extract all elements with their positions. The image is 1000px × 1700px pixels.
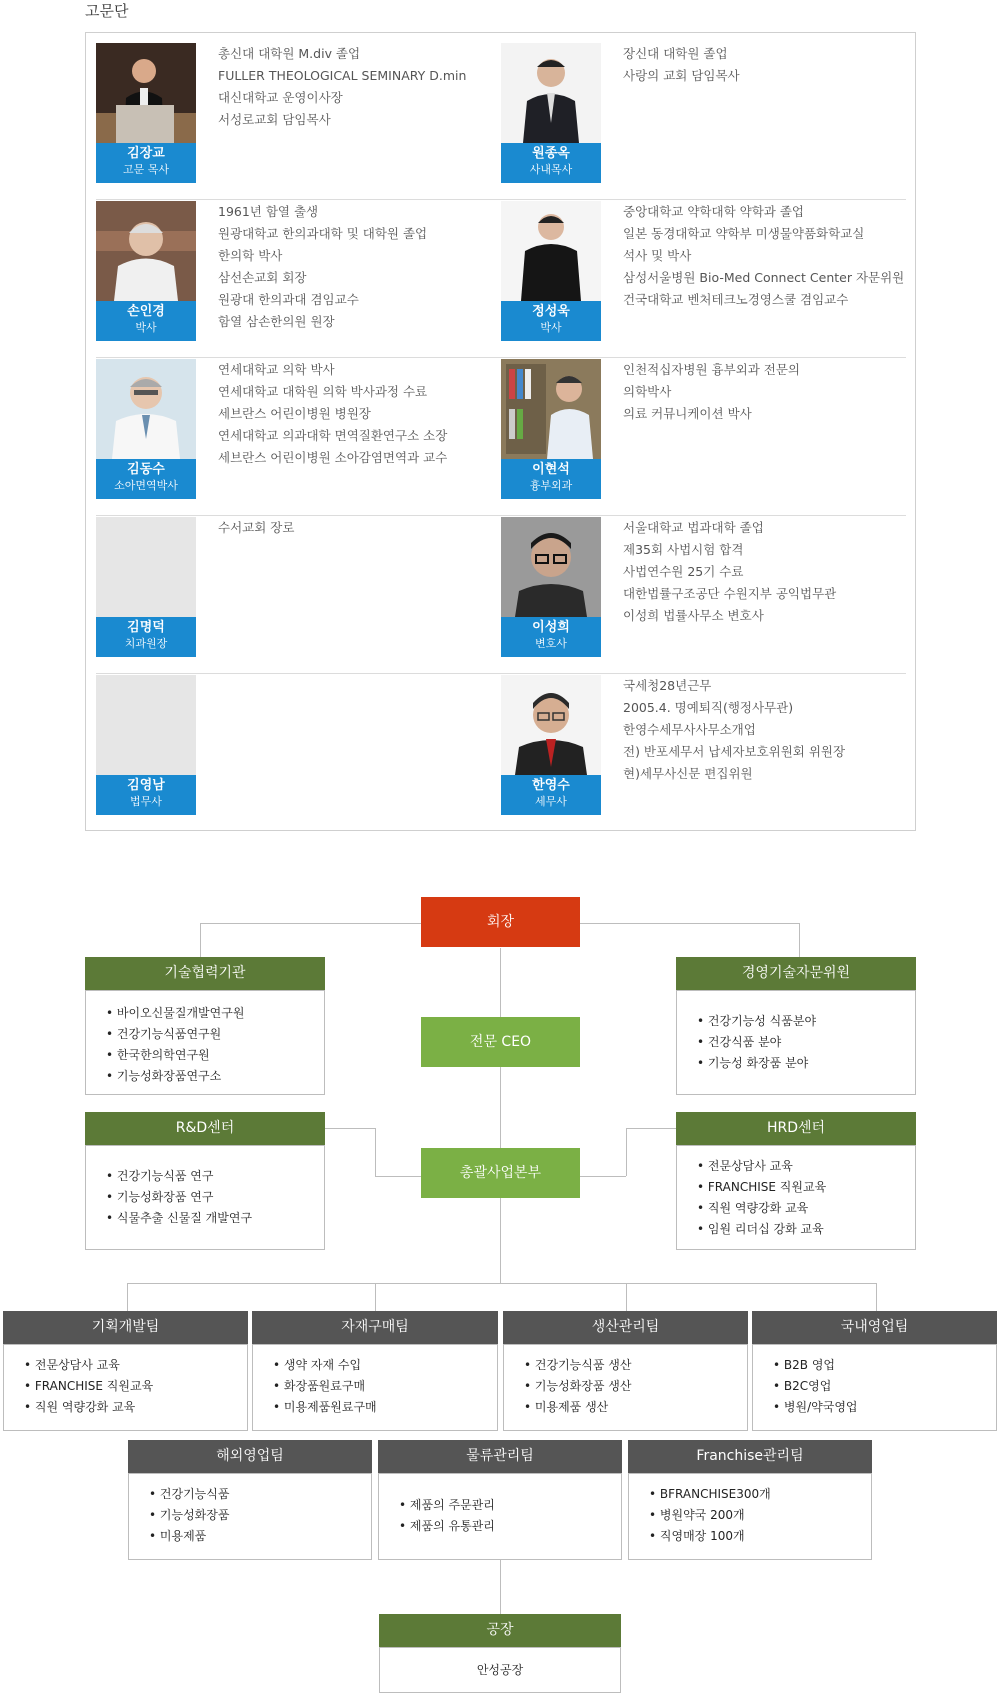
connector-line bbox=[626, 1128, 627, 1176]
advisor-caption bbox=[501, 459, 601, 499]
list-item: • 전문상담사 교육 bbox=[24, 1355, 153, 1376]
tech-list bbox=[85, 990, 325, 1095]
team-list bbox=[128, 1473, 372, 1560]
advisor-caption bbox=[96, 143, 196, 183]
connector-line bbox=[325, 1128, 375, 1129]
hq-box: 총괄사업본부 bbox=[421, 1148, 580, 1198]
section-title: 고문단 bbox=[85, 2, 129, 20]
advisor-role: 소아면역박사 bbox=[114, 479, 178, 492]
ceo-box: 전문 CEO bbox=[421, 1017, 580, 1067]
list-item: • 제품의 주문관리 bbox=[399, 1495, 495, 1516]
advisor-name: 한영수 bbox=[532, 778, 570, 793]
hrd-header: HRD센터 bbox=[676, 1112, 916, 1145]
list-item: • 건강기능식품 bbox=[149, 1484, 229, 1505]
list-item: • 제품의 유통관리 bbox=[399, 1516, 495, 1537]
list-item: • B2C영업 bbox=[773, 1376, 858, 1397]
bio-line: 석사 및 박사 bbox=[623, 248, 692, 263]
bio-line: 중앙대학교 약학대학 약학과 졸업 bbox=[623, 204, 804, 219]
connector-line bbox=[876, 1283, 877, 1311]
bio-line: 대신대학교 운영이사장 bbox=[218, 90, 343, 105]
advisor-name: 김장교 bbox=[127, 146, 165, 161]
bio-line: 서성로교회 담임목사 bbox=[218, 112, 331, 127]
advisor-caption bbox=[501, 143, 601, 183]
advisor-name: 김영남 bbox=[127, 778, 165, 793]
list-item: • 바이오신물질개발연구원 bbox=[106, 1003, 244, 1024]
bio-line: 한영수세무사사무소개업 bbox=[623, 722, 756, 737]
bio-line: 이성희 법률사무소 변호사 bbox=[623, 608, 764, 623]
bio-line: 삼선손교회 회장 bbox=[218, 270, 307, 285]
bio-line: 연세대학교 대학원 의학 박사과정 수료 bbox=[218, 384, 428, 399]
team-list bbox=[752, 1344, 997, 1431]
advisor-name: 손인경 bbox=[127, 304, 165, 319]
advisor-name: 정성욱 bbox=[532, 304, 570, 319]
advisor-bio bbox=[623, 675, 845, 785]
list-item: • 식물추출 신물질 개발연구 bbox=[106, 1208, 252, 1229]
advisor-caption bbox=[96, 459, 196, 499]
list-item: • 건강기능식품 연구 bbox=[106, 1166, 252, 1187]
bio-line: 일본 동경대학교 약학부 미생물약품화학교실 bbox=[623, 226, 865, 241]
list-item: • 기능성화장품연구소 bbox=[106, 1066, 244, 1087]
advisor-role: 박사 bbox=[540, 321, 562, 334]
bio-line: 원광대학교 한의과대학 및 대학원 졸업 bbox=[218, 226, 428, 241]
advisor-card bbox=[96, 201, 501, 358]
advisor-name: 원종옥 bbox=[532, 146, 570, 161]
advisor-bio bbox=[218, 359, 447, 469]
list-item: • 병원약국 200개 bbox=[649, 1505, 771, 1526]
advisor-role: 변호사 bbox=[535, 637, 567, 650]
list-item: • 미용제품 bbox=[149, 1526, 229, 1547]
advisor-bio bbox=[623, 201, 904, 311]
advisor-card bbox=[96, 359, 501, 516]
team-header: 국내영업팀 bbox=[752, 1311, 997, 1344]
advisor-bio bbox=[623, 43, 740, 87]
bio-line: FULLER THEOLOGICAL SEMINARY D.min bbox=[218, 68, 467, 83]
advisors-panel bbox=[85, 32, 916, 831]
factory-header: 공장 bbox=[379, 1614, 621, 1647]
bio-line: 현)세무사신문 편집위원 bbox=[623, 766, 753, 781]
team-list bbox=[628, 1473, 872, 1560]
list-item: • FRANCHISE 직원교육 bbox=[24, 1376, 153, 1397]
list-item: • 병원/약국영업 bbox=[773, 1397, 858, 1418]
advisor-name: 김동수 bbox=[127, 462, 165, 477]
list-item: • 기능성화장품 bbox=[149, 1505, 229, 1526]
advisor-card bbox=[96, 517, 501, 674]
team-list bbox=[378, 1473, 622, 1560]
list-item: • 한국한의학연구원 bbox=[106, 1045, 244, 1066]
advisor-card bbox=[501, 359, 906, 516]
team-header: 물류관리팀 bbox=[378, 1440, 622, 1473]
connector-line bbox=[375, 1176, 425, 1177]
connector-line bbox=[626, 1283, 627, 1311]
team-header: 자재구매팀 bbox=[252, 1311, 498, 1344]
list-item: • 미용제품 생산 bbox=[524, 1397, 631, 1418]
advisor-role: 박사 bbox=[135, 321, 157, 334]
advisor-caption bbox=[501, 775, 601, 815]
advisor-caption bbox=[96, 775, 196, 815]
list-item: • 직원 역량강화 교육 bbox=[697, 1198, 826, 1219]
bio-line: 함열 삼손한의원 원장 bbox=[218, 314, 335, 329]
bio-line: 연세대학교 의과대학 면역질환연구소 소장 bbox=[218, 428, 448, 443]
bio-line: 서울대학교 법과대학 졸업 bbox=[623, 520, 764, 535]
connector-line bbox=[626, 1128, 676, 1129]
team-header: 기획개발팀 bbox=[3, 1311, 248, 1344]
bio-line: 의학박사 bbox=[623, 384, 672, 399]
list-item: • 기능성화장품 생산 bbox=[524, 1376, 631, 1397]
advisor-bio bbox=[623, 359, 800, 425]
advisor-name: 이현석 bbox=[532, 462, 570, 477]
advisor-role: 치과원장 bbox=[124, 637, 168, 650]
bio-line: 사법연수원 25기 수료 bbox=[623, 564, 744, 579]
bio-line: 인천적십자병원 흉부외과 전문의 bbox=[623, 362, 800, 377]
hrd-list bbox=[676, 1145, 916, 1250]
advisor-card bbox=[96, 43, 501, 200]
advisor-role: 고문 목사 bbox=[122, 163, 169, 176]
rnd-list bbox=[85, 1145, 325, 1250]
bio-line: 의료 커뮤니케이션 박사 bbox=[623, 406, 752, 421]
bio-line: 사랑의 교회 담임목사 bbox=[623, 68, 740, 83]
list-item: • 건강기능식품연구원 bbox=[106, 1024, 244, 1045]
list-item: • BFRANCHISE300개 bbox=[649, 1484, 771, 1505]
advisor-role: 세무사 bbox=[535, 795, 567, 808]
factory-name: 안성공장 bbox=[476, 1663, 524, 1677]
bio-line: 연세대학교 의학 박사 bbox=[218, 362, 335, 377]
connector-line bbox=[500, 948, 501, 1283]
list-item: • 기능성 화장품 분야 bbox=[697, 1053, 816, 1074]
bio-line: 전) 반포세무서 납세자보호위원회 위원장 bbox=[623, 744, 846, 759]
tech-header: 기술협력기관 bbox=[85, 957, 325, 990]
chairman-box: 회장 bbox=[421, 897, 580, 947]
bio-line: 한의학 박사 bbox=[218, 248, 283, 263]
list-item: • 건강식품 분야 bbox=[697, 1032, 816, 1053]
bio-line: 수서교회 장로 bbox=[218, 520, 295, 535]
list-item: • 건강기능식품 생산 bbox=[524, 1355, 631, 1376]
team-header: 생산관리팀 bbox=[503, 1311, 748, 1344]
list-item: • 생약 자재 수입 bbox=[273, 1355, 377, 1376]
advisor-name: 이성희 bbox=[532, 620, 570, 635]
advisor-bio bbox=[218, 43, 466, 131]
bio-line: 세브란스 어린이병원 소아감염면역과 교수 bbox=[218, 450, 448, 465]
list-item: • FRANCHISE 직원교육 bbox=[697, 1177, 826, 1198]
advisor-card bbox=[501, 201, 906, 358]
list-item: • 전문상담사 교육 bbox=[697, 1156, 826, 1177]
bio-line: 장신대 대학원 졸업 bbox=[623, 46, 728, 61]
factory-box bbox=[379, 1647, 621, 1693]
list-item: • 기능성화장품 연구 bbox=[106, 1187, 252, 1208]
list-item: • 화장품원료구매 bbox=[273, 1376, 377, 1397]
advisor-role: 사내목사 bbox=[529, 163, 573, 176]
advisor-role: 흉부외과 bbox=[529, 479, 573, 492]
team-list bbox=[252, 1344, 498, 1431]
connector-line bbox=[127, 1283, 877, 1284]
connector-line bbox=[200, 923, 201, 958]
advisor-bio bbox=[623, 517, 836, 627]
connector-line bbox=[375, 1283, 376, 1311]
bio-line: 국세청28년근무 bbox=[623, 678, 712, 693]
bio-line: 총신대 대학원 M.div 졸업 bbox=[218, 46, 361, 61]
connector-line bbox=[375, 1128, 376, 1176]
bio-line: 원광대 한의과대 겸임교수 bbox=[218, 292, 359, 307]
advisor-caption bbox=[501, 617, 601, 657]
bio-line: 2005.4. 명예퇴직(행정사무관) bbox=[623, 700, 794, 715]
connector-line bbox=[799, 923, 800, 958]
team-header: 해외영업팀 bbox=[128, 1440, 372, 1473]
team-list bbox=[503, 1344, 748, 1431]
advisor-card bbox=[96, 675, 501, 832]
advisor-caption bbox=[96, 617, 196, 657]
advisor-caption bbox=[501, 301, 601, 341]
bio-line: 대한법률구조공단 수원지부 공익법무관 bbox=[623, 586, 837, 601]
team-header: Franchise관리팀 bbox=[628, 1440, 872, 1473]
advisor-card bbox=[501, 43, 906, 200]
advisor-card bbox=[501, 675, 906, 832]
connector-line bbox=[127, 1283, 128, 1311]
bio-line: 세브란스 어린이병원 병원장 bbox=[218, 406, 371, 421]
list-item: • 미용제품원료구매 bbox=[273, 1397, 377, 1418]
bio-line: 제35회 사법시험 합격 bbox=[623, 542, 744, 557]
team-list bbox=[3, 1344, 248, 1431]
rnd-header: R&D센터 bbox=[85, 1112, 325, 1145]
advisor-bio bbox=[218, 517, 294, 539]
list-item: • 건강기능성 식품분야 bbox=[697, 1011, 816, 1032]
advisor-role: 법무사 bbox=[130, 795, 162, 808]
advisor-card bbox=[501, 517, 906, 674]
advisor-bio bbox=[218, 201, 427, 333]
list-item: • 직영매장 100개 bbox=[649, 1526, 771, 1547]
bio-line: 1961년 함열 출생 bbox=[218, 204, 319, 219]
advisory-list bbox=[676, 990, 916, 1095]
list-item: • 임원 리더십 강화 교육 bbox=[697, 1219, 826, 1240]
connector-line bbox=[500, 1560, 501, 1615]
bio-line: 삼성서울병원 Bio-Med Connect Center 자문위원 bbox=[623, 270, 905, 285]
list-item: • 직원 역량강화 교육 bbox=[24, 1397, 153, 1418]
bio-line: 건국대학교 벤처테크노경영스쿨 겸임교수 bbox=[623, 292, 849, 307]
connector-line bbox=[576, 1176, 626, 1177]
list-item: • B2B 영업 bbox=[773, 1355, 858, 1376]
advisor-name: 김명덕 bbox=[127, 620, 165, 635]
advisory-header: 경영기술자문위원 bbox=[676, 957, 916, 990]
advisor-caption bbox=[96, 301, 196, 341]
